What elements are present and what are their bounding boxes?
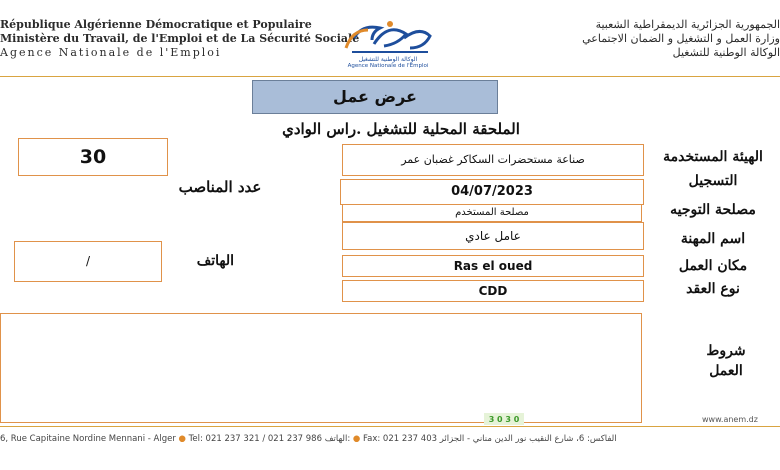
green-stamp-icon <box>484 413 524 425</box>
footer-address <box>0 434 780 444</box>
work-conditions-label: شروط العمل <box>706 343 746 379</box>
footer-fax: Fax: 021 237 403 <box>363 434 438 444</box>
work-conditions-field <box>0 313 642 423</box>
header-fr-republic: République Algérienne Démocratique et Populaire <box>0 18 312 31</box>
header-divider <box>0 76 780 77</box>
service-field: مصلحة المستخدم <box>342 204 642 222</box>
logo-arabic-text: الوكالة الوطنية للتشغيل <box>358 56 418 63</box>
footer-tel: Tel: 021 237 321 / 021 237 986 <box>188 434 322 444</box>
employer-label: الهيئة المستخدمة <box>663 149 763 165</box>
header-fr-ministry: Ministère du Travail, de l'Emploi et de La Sécurité Sociale <box>0 32 360 45</box>
registration-label: التسجيل <box>688 173 738 189</box>
positions-count-field: 30 <box>18 138 168 176</box>
header-arabic <box>460 18 780 60</box>
header-ar-republic: الجمهورية الجزائرية الديمقراطية الشعبية <box>595 18 780 31</box>
work-place-field: Ras el oued <box>342 255 644 277</box>
bullet-icon: ● <box>178 434 186 444</box>
footer-address-ar: 6، شارع النقيب نور الدين مناني - الجزائر <box>439 434 585 444</box>
footer-tel-ar: الهاتف: <box>324 434 351 444</box>
orientation-label: مصلحة التوجيه <box>670 202 756 218</box>
svg-text:3 0 3 0: 3 0 3 0 <box>488 415 520 424</box>
work-place-label: مكان العمل <box>678 258 748 274</box>
date-field: 04/07/2023 <box>340 179 644 205</box>
header-ar-agency: الوكالة الوطنية للتشغيل <box>672 46 780 59</box>
logo-french-text: Agence Nationale de l'Emploi <box>347 63 429 69</box>
employer-field: صناعة مستحضرات السكاكر غضبان عمر <box>342 144 644 176</box>
phone-label: الهاتف <box>196 253 234 269</box>
job-title-label: اسم المهنة <box>680 231 746 247</box>
job-title-field: عامل عادي <box>342 222 644 250</box>
website-link[interactable]: www.anem.dz <box>702 415 758 424</box>
footer-divider <box>0 426 780 427</box>
positions-count-label: عدد المناصب <box>178 178 262 196</box>
header-ar-ministry: وزارة العمل و التشغيل و الضمان الاجتماعي <box>582 32 780 45</box>
header-fr-agency: Agence Nationale de l'Emploi <box>0 46 222 59</box>
bullet-icon: ● <box>352 434 361 444</box>
phone-field: / <box>14 241 162 282</box>
agency-name: الملحقة المحلية للتشغيل .راس الوادي <box>282 120 520 138</box>
contract-type-label: نوع العقد <box>686 281 740 297</box>
document-title: عرض عمل <box>252 80 498 114</box>
footer-address-fr: 6, Rue Capitaine Nordine Mennani - Alger <box>0 434 176 444</box>
contract-type-field: CDD <box>342 280 644 302</box>
header-french <box>0 18 360 60</box>
footer-fax-ar: الفاكس: <box>587 434 617 444</box>
